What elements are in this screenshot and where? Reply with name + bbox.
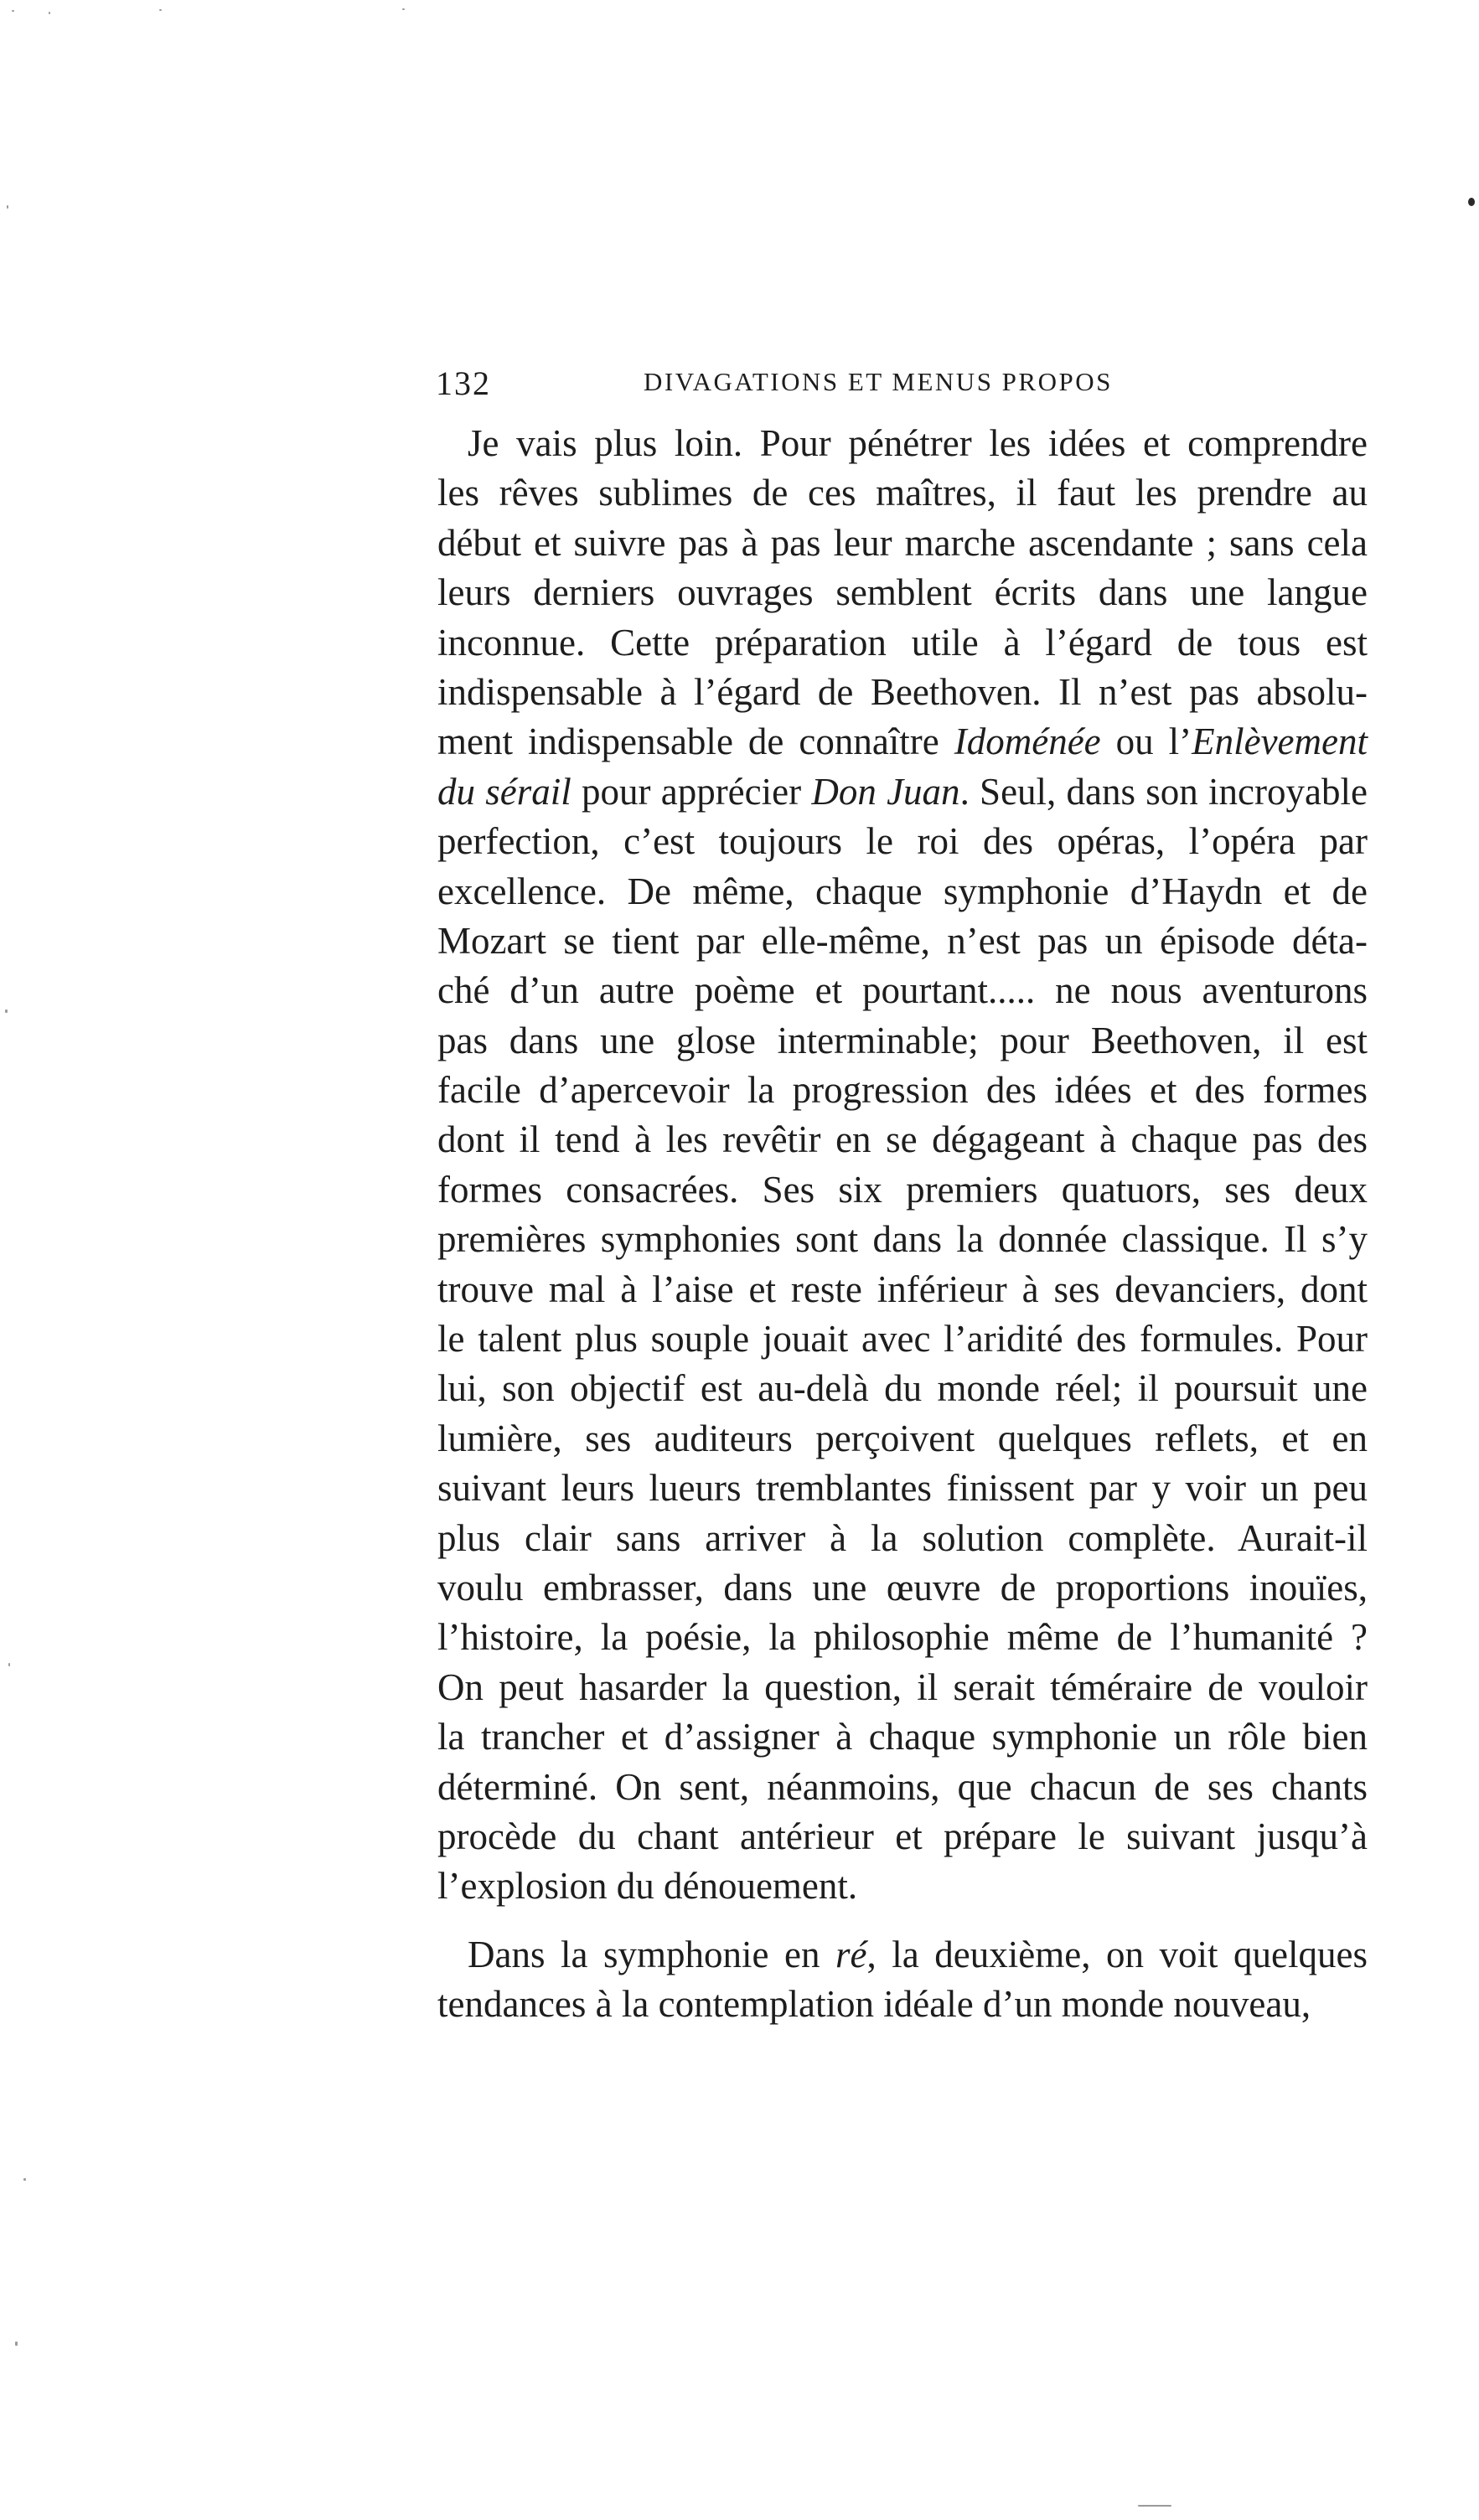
- text-line: excellence. De même, chaque symphonie d’Haydn et de: [437, 870, 1368, 912]
- text-line: premières symphonies sont dans la donnée classique. Il s’y: [437, 1218, 1368, 1261]
- text-line: début et suivre pas à pas leur marche ascendante ; sans cela: [437, 521, 1368, 564]
- text-line: procède du chant antérieur et prépare le suivant jusqu’à: [437, 1815, 1368, 1857]
- text-line: du sérail pour apprécier Don Juan. Seul, dans son incroyable: [437, 770, 1368, 813]
- scan-speck: [8, 1663, 10, 1666]
- scan-speck: [23, 2178, 26, 2181]
- scan-speck: [5, 1010, 8, 1013]
- scan-speck: [159, 9, 162, 11]
- text-line: leurs derniers ouvrages semblent écrits dans une langue: [437, 571, 1368, 614]
- text-line: perfection, c’est toujours le roi des opéras, l’opéra par: [437, 820, 1368, 863]
- body-text: [437, 419, 1368, 2030]
- text-line: Dans la symphonie en ré, la deuxième, on voit quelques: [468, 1933, 1368, 1975]
- ink-dot-decoration: [1468, 198, 1475, 206]
- scan-speck: [49, 12, 50, 14]
- page-number: 132: [436, 364, 491, 402]
- text-line: dont il tend à les revêtir en se dégageant à chaque pas des: [437, 1118, 1368, 1161]
- text-line: la trancher et d’assigner à chaque symphonie un rôle bien: [437, 1716, 1368, 1758]
- text-line: l’explosion du dénouement.: [437, 1865, 858, 1908]
- text-line: lumière, ses auditeurs perçoivent quelques reflets, et en: [437, 1417, 1368, 1459]
- text-line: Je vais plus loin. Pour pénétrer les idées et comprendre: [468, 422, 1368, 464]
- scan-speck: [15, 2342, 18, 2346]
- text-line: lui, son objectif est au-delà du monde réel; il poursuit une: [437, 1367, 1368, 1410]
- text-line: On peut hasarder la question, il serait téméraire de vouloir: [437, 1665, 1368, 1708]
- scan-speck: [7, 205, 8, 209]
- text-line: plus clair sans arriver à la solution complète. Aurait-il: [437, 1516, 1368, 1559]
- scan-speck: [402, 8, 405, 10]
- text-line: les rêves sublimes de ces maîtres, il faut les prendre au: [437, 472, 1368, 514]
- text-line: tendances à la contemplation idéale d’un monde nouveau,: [437, 1983, 1311, 2026]
- text-line: pas dans une glose interminable; pour Beethoven, il est: [437, 1019, 1368, 1061]
- text-line: le talent plus souple jouait avec l’aridité des formules. Pour: [437, 1318, 1368, 1361]
- text-line: indispensable à l’égard de Beethoven. Il n’est pas absolu-: [437, 670, 1368, 713]
- scan-speck: [1138, 2505, 1171, 2507]
- text-line: voulu embrasser, dans une œuvre de proportions inouïes,: [437, 1566, 1368, 1609]
- paragraph-gap: [437, 1912, 1368, 1930]
- text-line: suivant leurs lueurs tremblantes finissent par y voir un peu: [437, 1467, 1368, 1510]
- running-title: DIVAGATIONS ET MENUS PROPOS: [644, 367, 1113, 396]
- text-line: inconnue. Cette préparation utile à l’égard de tous est: [437, 621, 1368, 664]
- text-line: ché d’un autre poème et pourtant..... ne nous aventurons: [437, 969, 1368, 1012]
- text-line: ment indispensable de connaître Idoménée ou l’Enlèvement: [437, 720, 1368, 763]
- text-line: formes consacrées. Ses six premiers quatuors, ses deux: [437, 1168, 1368, 1211]
- text-line: facile d’apercevoir la progression des idées et des formes: [437, 1069, 1368, 1112]
- scan-speck: [12, 10, 14, 12]
- text-line: trouve mal à l’aise et reste inférieur à ses devanciers, dont: [437, 1268, 1368, 1310]
- text-line: déterminé. On sent, néanmoins, que chacun de ses chants: [437, 1765, 1368, 1808]
- running-head: [436, 364, 1366, 414]
- text-line: l’histoire, la poésie, la philosophie même de l’humanité ?: [437, 1616, 1368, 1659]
- text-line: Mozart se tient par elle-même, n’est pas un épisode déta-: [437, 919, 1368, 962]
